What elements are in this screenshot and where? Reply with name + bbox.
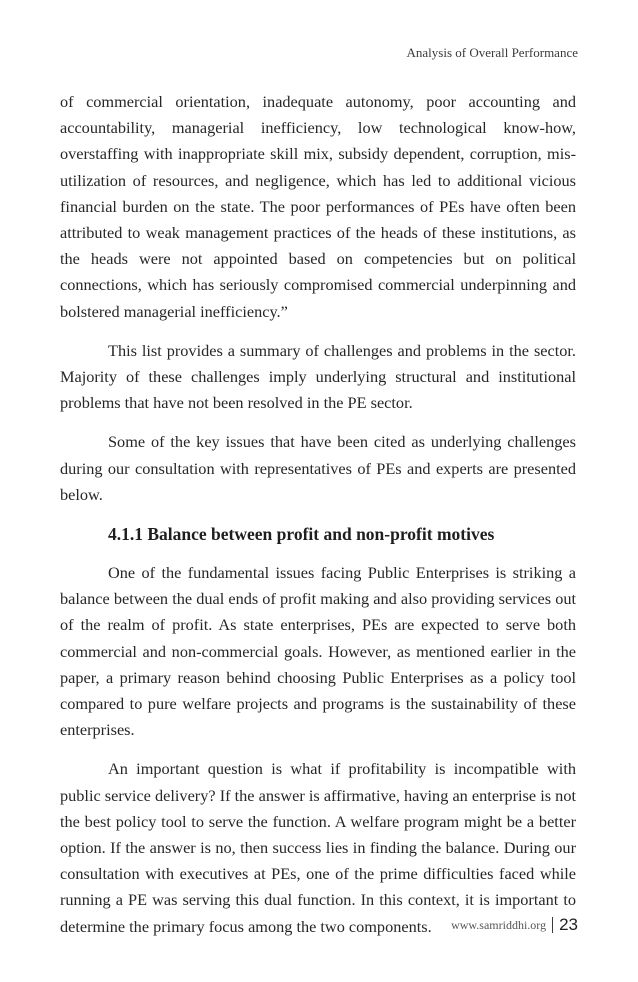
- page-number: 23: [559, 915, 578, 934]
- page-footer: [451, 915, 578, 935]
- section-heading: 4.1.1 Balance between profit and non-profit motives: [108, 524, 495, 545]
- running-header: Analysis of Overall Performance: [406, 45, 578, 60]
- paragraph-balance: One of the fundamental issues facing Public Enterprises is striking a balance between the dual ends of profit making and also providing services out of the realm of profit. As state enterprises, PEs are expected to serve both commercial and non-commercial goals. However, as mentioned earlier in the paper, a primary reason behind choosing Public Enterprises as a policy tool compared to pure welfare projects and programs is the sustainability of these enterprises.: [60, 563, 576, 740]
- paragraph-question: An important question is what if profitability is incompatible with public service delivery? If the answer is affirmative, having an enterprise is not the best policy tool to serve the function. A welfare program might be a better option. If the answer is no, then success lies in finding the balance. During our consultation with executives at PEs, one of the prime difficulties faced while running a PE was serving this dual function. In this context, it is important to determine the primary focus among the two components.: [60, 759, 576, 936]
- paragraph-continuation: of commercial orientation, inadequate autonomy, poor accounting and accountability, managerial inefficiency, low technological know-how, overstaffing with inappropriate skill mix, subsidy dependent, corruption, mis-utilization of resources, and negligence, which has led to additional vicious financial burden on the state. The poor performances of PEs have often been attributed to weak management practices of the heads of these institutions, as the heads were not appointed based on competencies but on political connections, which has seriously compromised commercial underpinning and bolstered managerial inefficiency.”: [60, 92, 576, 321]
- paragraph-summary: This list provides a summary of challenges and problems in the sector. Majority of these challenges imply underlying structural and institutional problems that have not been resolved in the PE sector.: [60, 340, 576, 413]
- body-text: [60, 89, 576, 953]
- footer-website: www.samriddhi.org: [451, 917, 547, 932]
- footer-divider: [552, 917, 553, 933]
- paragraph-key-issues: Some of the key issues that have been cited as underlying challenges during our consultation with representatives of PEs and experts are presented below.: [60, 432, 576, 504]
